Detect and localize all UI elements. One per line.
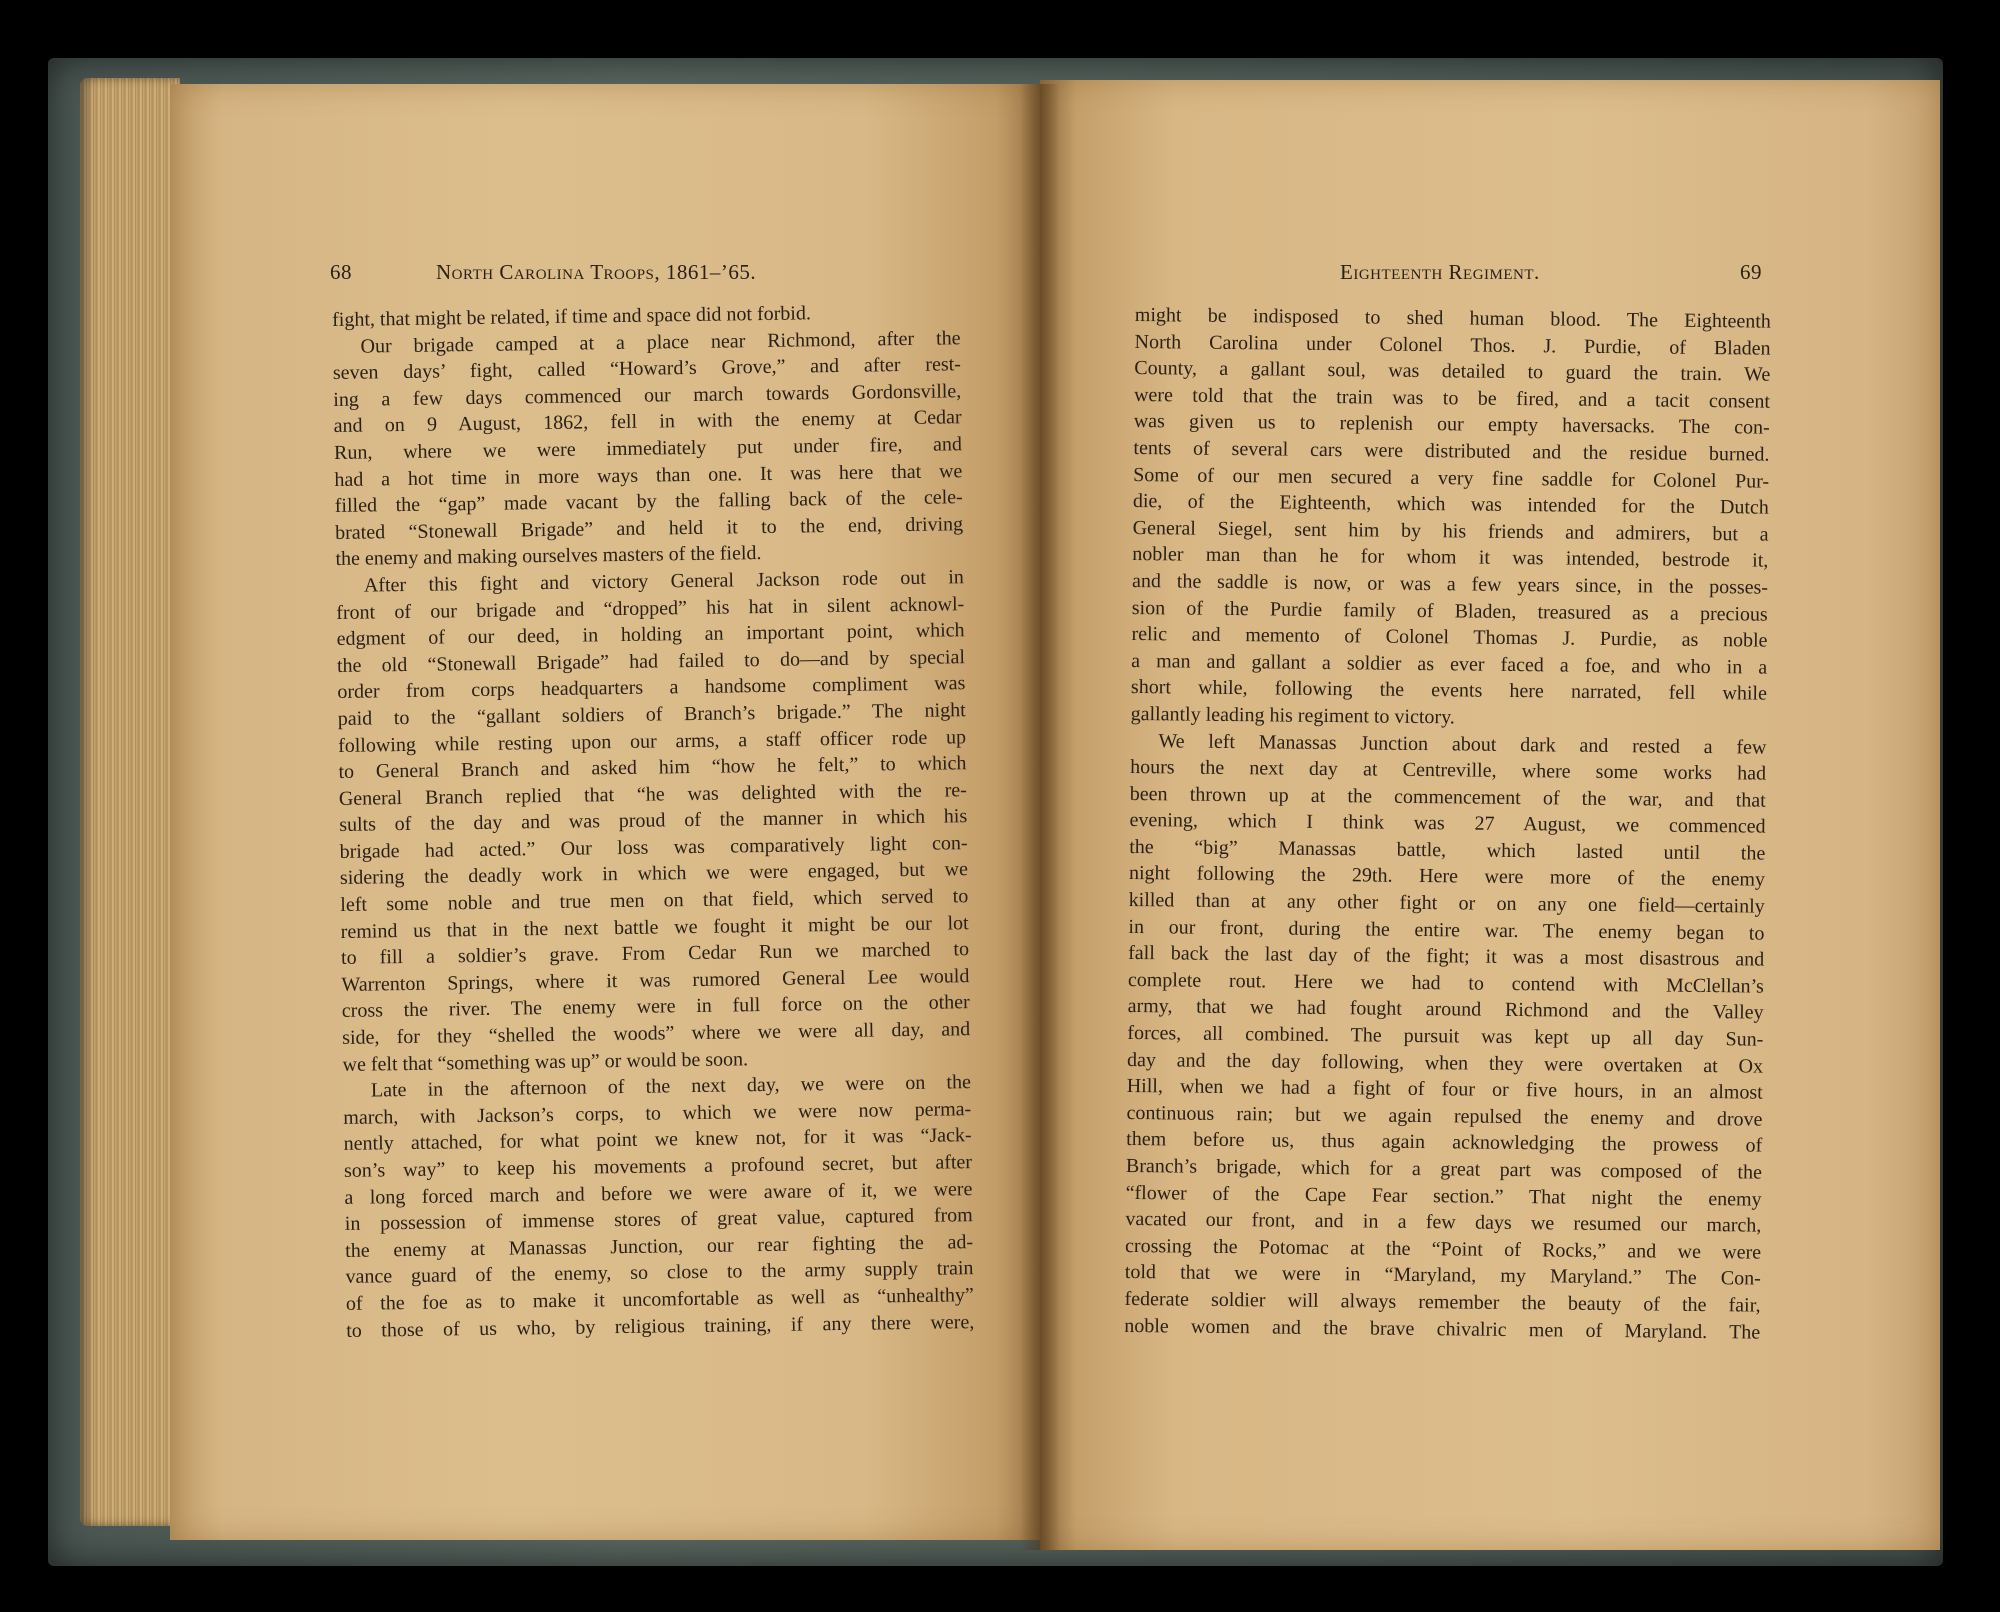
text-line: to those of us who, by religious training, if any there were, [346,1310,975,1342]
left-running-title [436,260,756,285]
text-line: son’s way” to keep his movements a profound secret, but after [343,1151,973,1182]
text-line: had a hot time in more ways than one. It was here that we [334,459,963,491]
text-line: brigade had acted.” Our loss was comparatively light con- [339,832,968,863]
text-line: edgment of our deed, in holding an important point, which [336,619,965,651]
text-line: order from corps headquarters a handsome compliment was [337,672,966,704]
right-page-body-text [1124,302,1771,1346]
text-line: been thrown up at the commencement of the war, and that [1129,782,1766,812]
text-line: tents of several cars were distributed and the residue burned. [1133,436,1770,466]
text-line: was given us to replenish our empty haversacks. The con- [1133,410,1770,440]
text-line: killed than at any other fight or on any one field—certainly [1128,889,1765,918]
text-line: short while, following the events here narrated, fell while [1130,676,1768,705]
right-page-number: 69 [1740,260,1762,284]
text-line: front of our brigade and “dropped” his hat in silent acknowl- [336,592,965,624]
page-edges-stack [80,78,180,1526]
text-line: continuous rain; but we again repulsed the enemy and drove [1126,1101,1763,1131]
right-running-title [1340,260,1540,285]
text-line: the enemy at Manassas Junction, our rear fighting the ad- [345,1230,974,1262]
text-line: fight, that might be related, if time and space did not forbid. [332,302,812,331]
text-line: brated “Stonewall Brigade” and held it to the end, driving [334,512,964,544]
text-line: cross the river. The enemy were in full force on the other [341,991,970,1023]
text-line: to fill a soldier’s grave. From Cedar Run we marched to [340,938,970,970]
text-line: evening, which I think was 27 August, we commenced [1129,809,1766,838]
text-line: filled the “gap” made vacant by the falling back of the cele- [334,486,963,518]
text-line: day and the day following, when they were overtaken at Ox [1126,1048,1764,1078]
text-line: of the foe as to make it uncomfortable as well as “unhealthy” [345,1284,975,1315]
left-running-title-text: North Carolina Troops, 1861–’65. [436,260,757,284]
text-line: fall back the last day of the fight; it was a most disastrous and [1128,942,1765,971]
text-line: sidering the deadly work in which we were engaged, but we [339,858,969,890]
text-line: Our brigade camped at a place near Richmond, after the [360,326,961,358]
text-line: paid to the “gallant soldiers of Branch’s brigade.” The night [337,699,966,730]
text-line: die, of the Eighteenth, which was intended for the Dutch [1132,490,1769,519]
text-line: to General Branch and asked him “how he felt,” to which [338,752,967,784]
text-line: County, a gallant soul, was detailed to guard the train. We [1134,357,1771,386]
text-line: in our front, during the entire war. The enemy began to [1128,915,1765,945]
text-line: gallantly leading his regiment to victory. [1130,702,1455,729]
text-line: vacated our front, and in a few days we resumed our march, [1125,1208,1762,1237]
text-line: in possession of immense stores of great value, captured from [344,1204,973,1236]
text-line: Run, where we were immediately put under fire, and [333,433,963,464]
text-line: forces, all combined. The pursuit was kept up all day Sun- [1127,1021,1764,1051]
text-line: we felt that “something was up” or would be soon. [342,1047,749,1076]
book-gutter [1020,84,1060,1550]
text-line: a long forced march and before we were aware of it, we were [344,1177,973,1209]
text-line: hours the next day at Centreville, where some works had [1130,756,1767,785]
text-line: side, for they “shelled the woods” where we were all day, and [342,1018,971,1049]
text-line: told that we were in “Maryland, my Maryland.” The Con- [1124,1261,1761,1290]
text-line: them before us, thus again acknowledging the prowess of [1126,1128,1763,1158]
text-line: and on 9 August, 1862, fell in with the enemy at Cedar [333,406,962,438]
text-line: sults of the day and was proud of the manner in which his [339,805,968,837]
text-line: Some of our men secured a very fine saddle for Colonel Pur- [1133,463,1770,493]
text-line: relic and memento of Colonel Thomas J. Purdie, as noble [1131,623,1768,652]
text-line: seven days’ fight, called “Howard’s Grove,” and after rest- [332,353,962,385]
text-line: a man and gallant a soldier as ever faced a foe, and who in a [1131,649,1768,679]
text-line: vance guard of the enemy, so close to the army supply train [345,1257,974,1289]
text-line: Warrenton Springs, where it was rumored General Lee would [341,965,970,996]
left-page-number: 68 [330,260,352,284]
text-line: the enemy and making ourselves masters of the field. [335,542,762,571]
text-line: army, that we had fought around Richmond and the Valley [1127,995,1764,1025]
text-line: complete rout. Here we had to contend with McClellan’s [1127,968,1764,998]
text-line: nobler man than he for whom it was intended, bestrode it, [1132,543,1769,572]
text-line: Late in the afternoon of the next day, we were on the [370,1071,972,1102]
text-line: were told that the train was to be fired, and a tacit consent [1133,383,1771,413]
text-line: and the saddle is now, or was a few years since, in the posses- [1131,569,1769,599]
text-line: North Carolina under Colonel Thos. J. Purdie, of Bladen [1134,330,1771,360]
text-line: “flower of the Cape Fear section.” That night the enemy [1125,1181,1762,1211]
text-line: the “big” Manassas battle, which lasted until the [1129,835,1766,865]
text-line: might be indisposed to shed human blood. The Eighteenth [1134,303,1771,333]
text-line: federate soldier will always remember the beauty of the fair, [1124,1287,1761,1317]
text-line: following while resting upon our arms, a staff officer rode up [337,725,967,757]
text-line: After this fight and victory General Jackson rode out in [363,566,964,597]
text-line: the old “Stonewall Brigade” had failed to do—and by special [336,645,966,677]
text-line: General Branch replied that “he was delighted with the re- [338,778,967,810]
text-line: crossing the Potomac at the “Point of Rocks,” and we were [1125,1234,1762,1264]
text-line: march, with Jackson’s corps, to which we were now perma- [343,1097,972,1129]
text-line: sion of the Purdie family of Bladen, treasured as a precious [1131,596,1768,626]
text-line: left some noble and true men on that field, which served to [340,885,969,917]
text-line: night following the 29th. Here were more of the enemy [1128,862,1766,892]
text-line: remind us that in the next battle we fought it might be our lot [340,911,969,943]
text-line: Branch’s brigade, which for a great part was composed of the [1125,1154,1763,1184]
right-running-title-text: Eighteenth Regiment. [1340,260,1540,284]
text-line: We left Manassas Junction about dark and rested a few [1158,729,1767,759]
text-line: ing a few days commenced our march towards Gordonsville, [333,380,962,411]
text-line: nently attached, for what point we knew not, for it was “Jack- [343,1124,972,1156]
text-line: Hill, when we had a fight of four or five hours, in an almost [1126,1075,1763,1104]
left-page-body-text [332,298,974,1344]
text-line: noble women and the brave chivalric men of Maryland. The [1124,1314,1761,1344]
text-line: General Siegel, sent him by his friends and admirers, but a [1132,516,1769,546]
